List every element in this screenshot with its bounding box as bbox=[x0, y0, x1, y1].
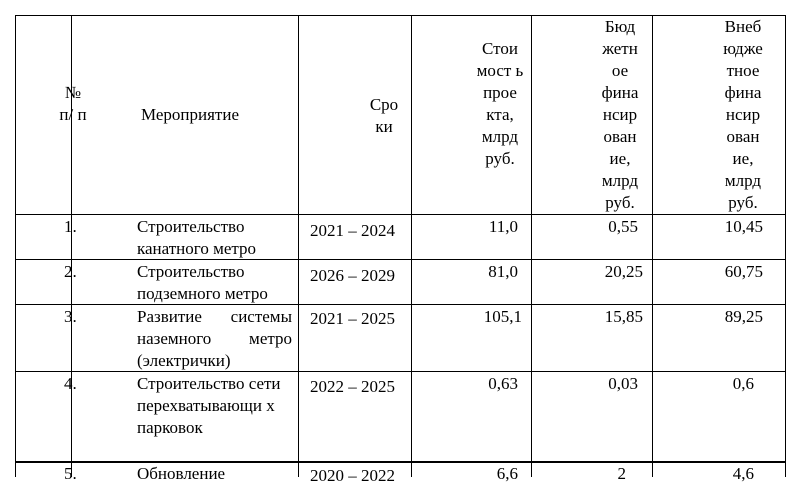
row-3-term: 2021 – 2025 bbox=[310, 309, 395, 328]
row-1-number: 1. bbox=[64, 217, 77, 236]
row-divider bbox=[15, 371, 785, 372]
table-border-left bbox=[15, 15, 16, 477]
row-2-cost: 81,0 bbox=[488, 262, 518, 281]
header-event: Мероприятие bbox=[140, 105, 240, 124]
row-4-cost: 0,63 bbox=[488, 374, 518, 393]
row-3-event: Развитие системы наземного метро (электрички) bbox=[137, 307, 292, 370]
row-1-cost: 11,0 bbox=[488, 217, 518, 236]
row-4-extra: 0,6 bbox=[732, 374, 754, 393]
row-4-event: Строительство сети перехватывающи х парковок bbox=[137, 374, 281, 437]
header-budget: Бюд жетн ое фина нсир ован ие, млрд руб. bbox=[601, 17, 639, 212]
header-cost: Стои мост ь прое кта, млрд руб. bbox=[476, 39, 524, 168]
row-2-number: 2. bbox=[64, 262, 77, 281]
row-5-number: 5. bbox=[64, 464, 77, 483]
row-5-event: Обновление bbox=[137, 464, 226, 483]
row-3-cost: 105,1 bbox=[483, 307, 522, 326]
row-divider bbox=[15, 259, 785, 260]
row-2-extra: 60,75 bbox=[724, 262, 763, 281]
column-divider bbox=[531, 15, 532, 477]
row-5-cost: 6,6 bbox=[496, 464, 518, 483]
row-3-number: 3. bbox=[64, 307, 77, 326]
row-5-term: 2020 – 2022 bbox=[310, 466, 395, 485]
row-5-budget: 2 bbox=[617, 464, 626, 483]
header-number: № п/ п bbox=[59, 83, 87, 124]
row-2-budget: 20,25 bbox=[604, 262, 643, 281]
row-1-term: 2021 – 2024 bbox=[310, 221, 395, 240]
row-1-event: Строительство канатного метро bbox=[137, 217, 257, 258]
table-header-divider bbox=[15, 214, 785, 215]
column-divider bbox=[652, 15, 653, 477]
table-border-top bbox=[15, 15, 785, 16]
row-1-budget: 0,55 bbox=[608, 217, 638, 236]
row-1-extra: 10,45 bbox=[724, 217, 763, 236]
row-2-term: 2026 – 2029 bbox=[310, 266, 395, 285]
row-3-extra: 89,25 bbox=[724, 307, 763, 326]
column-divider bbox=[411, 15, 412, 477]
row-5-extra: 4,6 bbox=[732, 464, 754, 483]
header-extra: Внеб юдже тное фина нсир ован ие, млрд руб. bbox=[723, 17, 763, 212]
row-divider bbox=[15, 304, 785, 305]
row-2-event: Строительство подземного метро bbox=[137, 262, 268, 303]
row-4-budget: 0,03 bbox=[608, 374, 638, 393]
column-divider bbox=[298, 15, 299, 477]
row-3-budget: 15,85 bbox=[604, 307, 643, 326]
header-term: Сро ки bbox=[369, 95, 399, 136]
table-border-right bbox=[785, 15, 786, 477]
row-4-term: 2022 – 2025 bbox=[310, 377, 395, 396]
row-4-number: 4. bbox=[64, 374, 77, 393]
